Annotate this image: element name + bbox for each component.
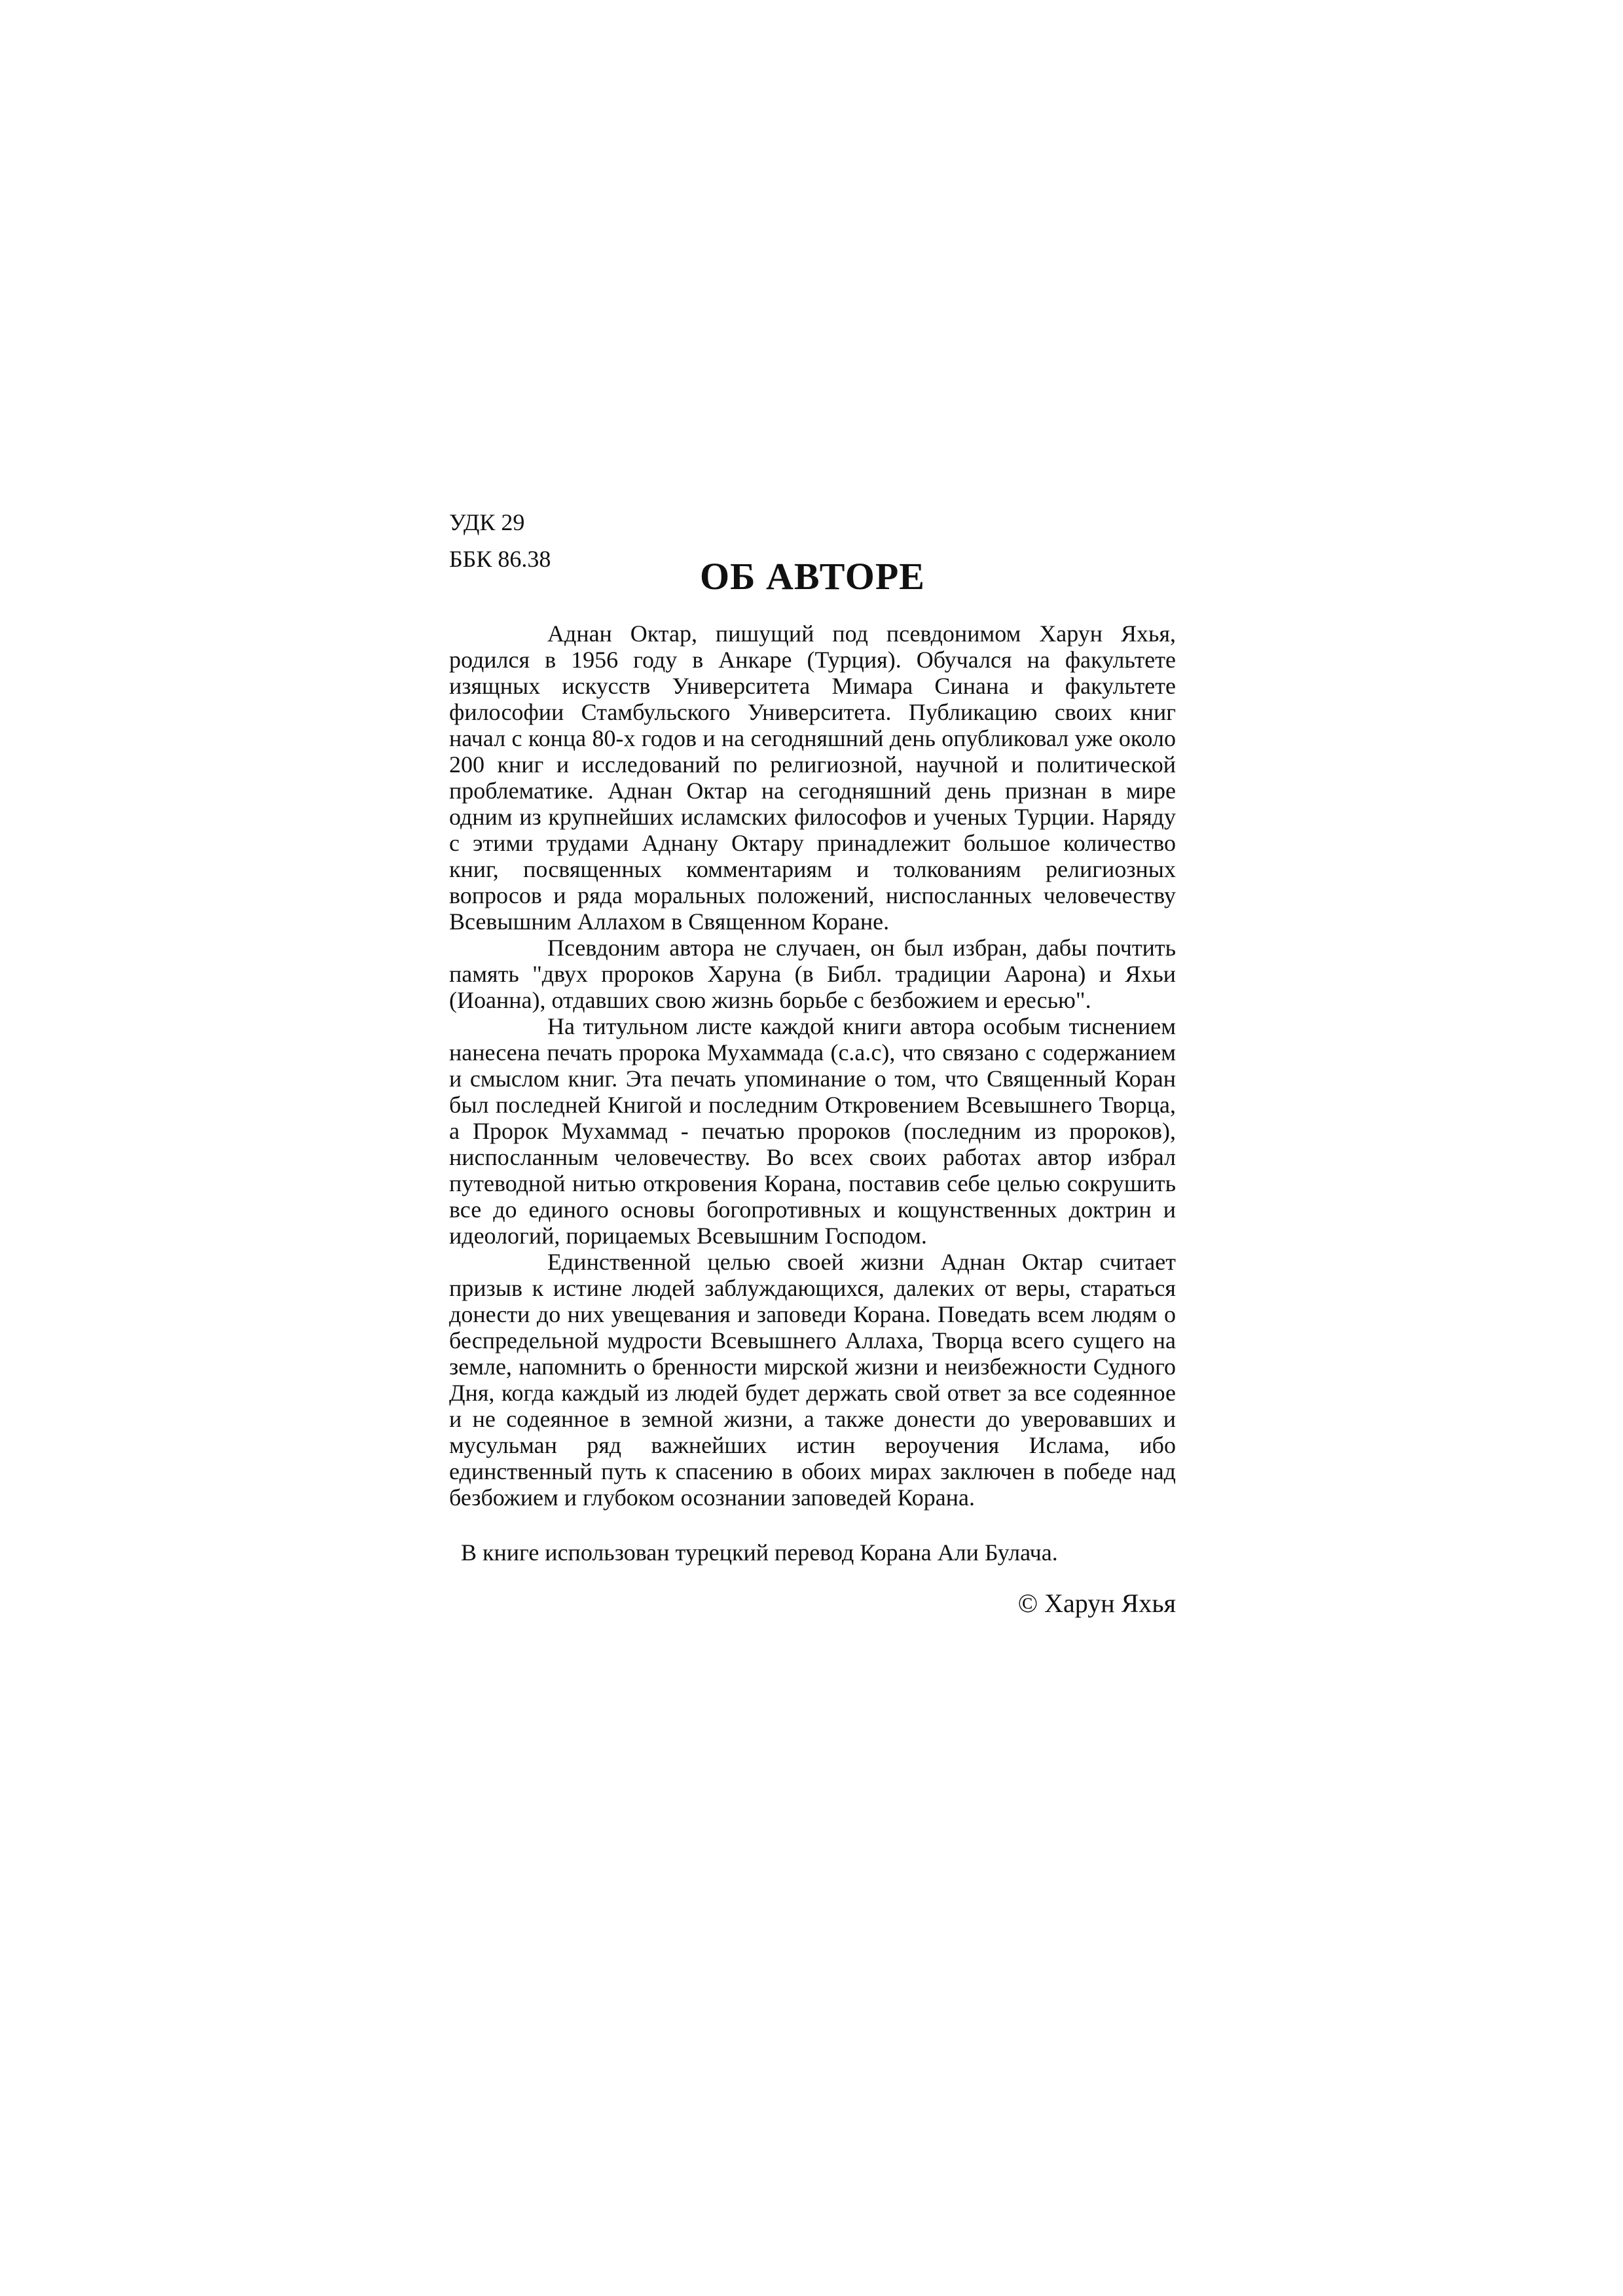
page-title: ОБ АВТОРЕ: [700, 555, 925, 598]
author-biography: [449, 620, 1176, 1511]
text-block: [449, 504, 1176, 1619]
paragraph-pseudonym: Псевдоним автора не случаен, он был избран, дабы почтить память "двух пророков Харуна (в Библ. традиции Аарона) и Яхьи (Иоанна), отдавших свою жизнь борьбе с безбожием и ересью".: [449, 935, 1176, 1013]
copyright: © Харун Яхья: [1017, 1588, 1176, 1618]
paragraph-purpose: Единственной целью своей жизни Аднан Октар считает призыв к истине людей заблуждающихся, далеких от веры, стараться донести до них увещевания и заповеди Корана. Поведать всем людям о беспредельной мудрости Всевышнего Аллаха, Творца всего сущего на земле, напомнить о бренности мирской жизни и неизбежности Судного Дня, когда каждый из людей будет держать свой ответ за все содеянное и не содеянное в земной жизни, а также донести до уверовавших и мусульман ряд важнейших истин вероучения Ислама, ибо единственный путь к спасению в обоих мирах заключен в победе над безбожием и глубоком осознании заповедей Корана.: [449, 1249, 1176, 1511]
paragraph-seal: На титульном листе каждой книги автора особым тиснением нанесена печать пророка Мухаммада (с.а.с), что связано с содержанием и смыслом книг. Эта печать упоминание о том, что Священный Коран был последней Книгой и последним Откровением Всевышнего Творца, а Пророк Мухаммад - печатью пророков (последним из пророков), ниспосланным человечеству. Во всех своих работах автор избрал путеводной нитью откровения Корана, поставив себе целью сокрушить все до единого основы богопротивных и кощунственных доктрин и идеологий, порицаемых Всевышним Господом.: [449, 1013, 1176, 1249]
udk-code: УДК 29: [449, 509, 525, 535]
bbk-code: ББК 86.38: [449, 546, 551, 572]
paragraph-biography: Аднан Октар, пишущий под псевдонимом Харун Яхья, родился в 1956 году в Анкаре (Турция). Обучался на факультете изящных искусств Университета Мимара Синана и факультете философии Стамбульского Университета. Публикацию своих книг начал с конца 80-х годов и на сегодняшний день опубликовал уже около 200 книг и исследований по религиозной, научной и политической проблематике. Аднан Октар на сегодняшний день признан в мире одним из крупнейших исламских философов и ученых Турции. Наряду с этими трудами Аднану Октару принадлежит большое количество книг, посвященных комментариям и толкованиям религиозных вопросов и ряда моральных положений, ниспосланных человечеству Всевышним Аллахом в Священном Коране.: [449, 620, 1176, 935]
translation-note: В книге использован турецкий перевод Корана Али Булача.: [461, 1539, 1058, 1566]
